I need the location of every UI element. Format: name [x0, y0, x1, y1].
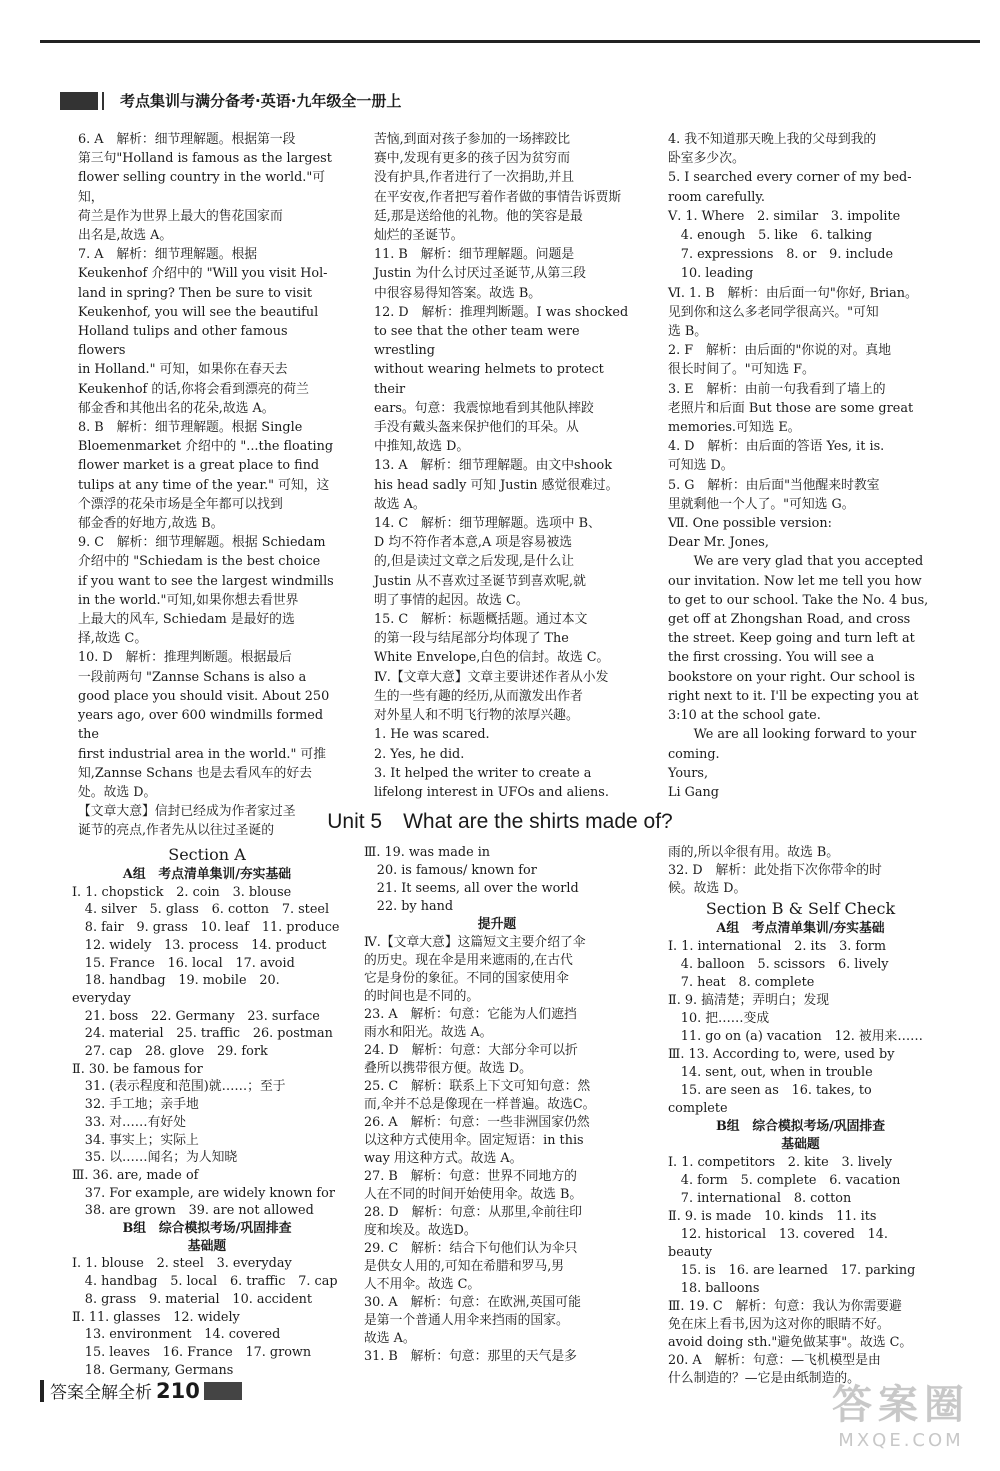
text-line: Keukenhof 介绍中的 "Will you visit Hol- — [78, 266, 328, 282]
text-line: 1. He was scared. — [374, 727, 490, 743]
text-line: 什么制造的？—它是由纸制造的。 — [668, 1371, 860, 1386]
text-line: 可知选 D。 — [668, 458, 734, 474]
text-line: B组 综合模拟考场/巩固排查 — [122, 1221, 292, 1237]
text-line: 雨水和阳光。故选 A。 — [364, 1025, 493, 1040]
text-line: 上最大的风车, Schiedam 是最好的选 — [78, 612, 295, 628]
text-line: 21. boss 22. Germany 23. surface — [72, 1008, 320, 1024]
text-line: 33. 对……有好处 — [72, 1114, 186, 1130]
text-line: Ⅴ. 1. Where 2. similar 3. impolite — [668, 208, 901, 224]
text-line: 22. by hand — [364, 899, 454, 914]
text-line: room carefully. — [668, 189, 765, 205]
text-line: 24. D 解析：句意：大部分伞可以折 — [364, 1043, 578, 1058]
text-line: 4. D 解析：由后面的答语 Yes, it is. — [668, 439, 885, 455]
text-line: 14. sent, out, when in trouble — [668, 1065, 873, 1080]
text-line: Ⅰ. 1. international 2. its 3. form — [668, 939, 887, 954]
text-line: 6. A 解析：细节理解题。根据第一段 — [78, 132, 296, 147]
text-line: A组 考点清单集训/夯实基础 — [122, 867, 292, 882]
upper-column-2 — [374, 130, 630, 802]
text-line: 10. 把……变成 — [668, 1011, 770, 1026]
text-line: avoid doing sth."避免做某事"。故选 C。 — [668, 1335, 913, 1350]
footer-block-icon — [204, 1382, 242, 1400]
text-line: years ago, over 600 windmills formed the — [78, 708, 324, 743]
text-line: 21. It seems, all over the world — [364, 881, 579, 896]
lower-column-3 — [668, 844, 933, 1388]
text-line: Ⅲ. 36. are, made of — [72, 1167, 199, 1183]
text-line: 老照片和后面 But those are some great — [668, 400, 914, 416]
text-line: 生的一些有趣的经历,从而激发出作者 — [374, 688, 583, 704]
text-line: 12. D 解析：推理判断题。I was shocked — [374, 304, 629, 320]
text-line: 2. Yes, he did. — [374, 746, 465, 762]
text-line: 7. A 解析：细节理解题。根据 — [78, 247, 258, 263]
text-line: 32. 手工地；亲手地 — [72, 1097, 199, 1113]
text-line: 灿烂的圣诞节。 — [374, 228, 464, 244]
text-line: Ⅱ. 9. 搞清楚；弄明白；发现 — [668, 993, 830, 1008]
text-line: to get to our school. Take the No. 4 bus, — [668, 592, 929, 608]
text-line: 4. form 5. complete 6. vacation — [668, 1173, 901, 1188]
text-line: 选 B。 — [668, 324, 708, 340]
text-line: 郁金香的好地方,故选 B。 — [78, 516, 224, 532]
text-line: get off at Zhongshan Road, and cross — [668, 612, 911, 628]
text-line: Justin 为什么讨厌过圣诞节,从第三段 — [374, 266, 586, 282]
text-line: 赛中,发现有更多的孩子因为贫穷而 — [374, 151, 571, 167]
text-line: 4. handbag 5. local 6. traffic 7. cap — [72, 1274, 338, 1290]
text-line: 基础题 — [187, 1238, 227, 1254]
lower-column-2 — [364, 844, 630, 1366]
text-line: coming. — [668, 746, 720, 762]
footer-bar-icon — [40, 1380, 44, 1402]
text-line: 雨的,所以伞很有用。故选 B。 — [668, 845, 840, 860]
text-line: 27. cap 28. glove 29. fork — [72, 1044, 268, 1060]
book-title: 考点集训与满分备考·英语·九年级全一册上 — [120, 92, 402, 110]
page-footer — [40, 1378, 242, 1403]
text-line: 度和埃及。故选D。 — [364, 1223, 477, 1238]
text-line: A组 考点清单集训/夯实基础 — [716, 921, 885, 936]
text-line: 31. B 解析：句意：那里的天气是多 — [364, 1349, 577, 1364]
text-line: lifelong interest in UFOs and aliens. — [374, 784, 609, 800]
top-rule — [40, 40, 980, 43]
text-line: Keukenhof 的话,你将会看到漂亮的荷兰 — [78, 381, 309, 397]
text-line: Ⅱ. 30. be famous for — [72, 1061, 203, 1077]
text-line: 手没有戴头盔来保护他们的耳朵。从 — [374, 420, 579, 436]
text-line: if you want to see the largest windmills — [78, 573, 334, 589]
text-line: 人在不同的时间开始使用伞。故选 B。 — [364, 1187, 583, 1202]
text-line: 择,故选 C。 — [78, 631, 148, 647]
text-line: Ⅲ. 19. C 解析：句意：我认为你需要避 — [668, 1299, 902, 1314]
text-line: We are all looking forward to your — [668, 727, 917, 743]
text-line: 10. D 解析：推理判断题。根据最后 — [78, 650, 292, 666]
text-line: Ⅰ. 1. chopstick 2. coin 3. blouse — [72, 884, 292, 900]
text-line: 的时间也是不同的。 — [364, 989, 480, 1004]
text-line: 20. is famous/ known for — [364, 863, 537, 878]
text-line: 3. It helped the writer to create a — [374, 765, 592, 781]
text-line: 24. material 25. traffic 26. postman — [72, 1026, 333, 1042]
text-line: 5. I searched every corner of my bed- — [668, 170, 912, 186]
text-line: 31. (表示程度和范围)就……；至于 — [72, 1079, 286, 1095]
text-line: 一段前两句 "Zannse Schans is also a — [78, 669, 307, 685]
text-line: way 用这种方式。故选 A。 — [364, 1151, 523, 1166]
text-line: 明了事情的起因。故选 C。 — [374, 592, 529, 608]
text-line: 荷兰是作为世界上最大的售花国家而 — [78, 208, 283, 224]
text-line: 32. D 解析：此处指下次你带伞的时 — [668, 863, 882, 878]
text-line: Ⅲ. 13. According to, were, used by — [668, 1047, 895, 1062]
text-line: 对外星人和不明飞行物的浓厚兴趣。 — [374, 708, 579, 724]
text-line: 中推知,故选 D。 — [374, 439, 470, 455]
text-line: 4. silver 5. glass 6. cotton 7. steel — [72, 902, 330, 918]
text-line: our invitation. Now let me tell you how — [668, 573, 922, 589]
text-line: 7. heat 8. complete — [668, 975, 815, 990]
running-header — [60, 90, 401, 111]
text-line: We are very glad that you accepted — [668, 554, 924, 570]
text-line: Li Gang — [668, 784, 719, 800]
footer-label: 答案全解全析 — [50, 1383, 152, 1403]
text-line: 免在床上看书,因为这对你的眼睛不好。 — [668, 1317, 890, 1332]
text-line: 5. G 解析：由后面"当他醒来时教室 — [668, 477, 880, 493]
text-line: 提升题 — [477, 917, 517, 932]
text-line: 苦恼,到面对孩子参加的一场摔跤比 — [374, 132, 571, 147]
text-line: 廷,那是送给他的礼物。他的笑容是最 — [374, 208, 583, 224]
text-line: 在平安夜,作者把写着作者做的事情告诉贾斯 — [374, 189, 622, 205]
text-line: 18. balloons — [668, 1281, 760, 1296]
page-number: 210 — [156, 1378, 200, 1403]
text-line: 35. 以……闻名；为人知晓 — [72, 1150, 238, 1166]
text-line: bookstore on your right. Our school is — [668, 669, 915, 685]
text-line: 卧室多少次。 — [668, 151, 745, 167]
lower-column-1 — [72, 844, 342, 1379]
text-line: right next to it. I'll be expecting you at — [668, 688, 919, 704]
text-line: 见到你和这么多老同学很高兴。"可知 — [668, 304, 879, 320]
text-line: without wearing helmets to protect their — [374, 362, 604, 397]
text-line: 个漂浮的花朵市场是全年都可以找到 — [78, 496, 283, 512]
text-line: Yours, — [668, 765, 709, 781]
text-line: 38. are grown 39. are not allowed — [72, 1203, 314, 1219]
text-line: Ⅲ. 19. was made in — [364, 845, 491, 860]
text-line: 没有护具,作者进行了一次捐助,并且 — [374, 170, 575, 186]
text-line: 以这种方式使用伞。固定短语：in this — [364, 1133, 584, 1148]
text-line: 14. C 解析：细节理解题。选项中 B、 — [374, 516, 601, 532]
text-line: Justin 从不喜欢过圣诞节到喜欢呢,就 — [374, 573, 586, 589]
text-line: 12. historical 13. covered 14. beauty — [668, 1227, 888, 1260]
text-line: 很长时间了。"可知选 F。 — [668, 362, 815, 378]
site-watermark — [832, 1373, 970, 1451]
text-line: 而,伞并不总是像现在一样普遍。故选C。 — [364, 1097, 596, 1112]
upper-column-3 — [668, 130, 933, 802]
text-line: 11. B 解析：细节理解题。问题是 — [374, 247, 575, 263]
text-line: 8. grass 9. material 10. accident — [72, 1291, 313, 1307]
text-line: 2. F 解析：由后面的"你说的对。真地 — [668, 343, 891, 359]
text-line: flower selling country in the world."可知， — [78, 170, 326, 205]
text-line: in the world."可知,如果你想去看世界 — [78, 592, 299, 608]
text-line: 它是身份的象征。不同的国家使用伞 — [364, 971, 569, 986]
text-line: Bloemenmarket 介绍中的 "...the floating — [78, 439, 334, 455]
text-line: to see that the other team were wrestling — [374, 324, 580, 359]
text-line: Ⅱ. 11. glasses 12. widely — [72, 1309, 240, 1325]
text-line: Section B & Self Check — [705, 899, 896, 918]
upper-column-1 — [78, 130, 336, 841]
text-line: Ⅵ. 1. B 解析：由后面一句"你好, Brian。 — [668, 285, 918, 301]
text-line: 29. C 解析：结合下句他们认为伞只 — [364, 1241, 578, 1256]
text-line: 30. A 解析：句意：在欧洲,英国可能 — [364, 1295, 581, 1310]
text-line: in Holland." 可知，如果你在春天去 — [78, 362, 288, 378]
text-line: 9. C 解析：细节理解题。根据 Schiedam — [78, 535, 326, 551]
text-line: his head sadly 可知 Justin 感觉很难过。 — [374, 477, 619, 493]
text-line: 34. 事实上；实际上 — [72, 1132, 199, 1148]
text-line: first industrial area in the world." 可推 — [78, 746, 327, 762]
text-line: 18. Germany, Germans — [72, 1362, 234, 1378]
text-line: Ⅳ.【文章大意】这篇短文主要介绍了伞 — [364, 935, 586, 950]
text-line: 8. B 解析：细节理解题。根据 Single — [78, 420, 303, 436]
text-line: 叠所以携带很方便。故选 D。 — [364, 1061, 532, 1076]
text-line: 25. C 解析：联系上下文可知句意：然 — [364, 1079, 591, 1094]
text-line: 15. C 解析：标题概括题。通过本文 — [374, 612, 588, 628]
text-line: 28. D 解析：句意：从那里,伞前往印 — [364, 1205, 582, 1220]
text-line: 37. For example, are widely known for — [72, 1185, 335, 1201]
text-line: 20. A 解析：句意：—飞机模型是由 — [668, 1353, 881, 1368]
text-line: 的第一段与结尾部分均体现了 The — [374, 631, 569, 647]
text-line: 13. A 解析：细节理解题。由文中shook — [374, 458, 612, 474]
text-line: 处。故选 D。 — [78, 784, 157, 800]
text-line: 11. go on (a) vacation 12. 被用来…… — [668, 1029, 923, 1044]
text-line: 15. is 16. are learned 17. parking — [668, 1263, 916, 1278]
text-line: D 均不符作者本意,A 项是容易被选 — [374, 535, 573, 551]
text-line: 是供女人用的,可知在希腊和罗马,男 — [364, 1259, 565, 1274]
text-line: 的历史。现在伞是用来遮雨的,在古代 — [364, 953, 573, 968]
unit-title: Unit 5 What are the shirts made of? — [327, 810, 673, 833]
text-line: 故选 A。 — [364, 1331, 416, 1346]
text-line: 23. A 解析：句意：它能为人们遮挡 — [364, 1007, 577, 1022]
text-line: 15. are seen as 16. takes, to complete — [668, 1083, 872, 1116]
text-line: B组 综合模拟考场/巩固排查 — [715, 1119, 886, 1134]
text-line: Ⅶ. One possible version: — [668, 516, 832, 532]
text-line: 8. fair 9. grass 10. leaf 11. produce — [72, 920, 340, 936]
text-line: Ⅳ.【文章大意】文章主要讲述作者从小发 — [374, 669, 609, 685]
text-line: 故选 A。 — [374, 496, 426, 512]
text-line: 18. handbag 19. mobile 20. everyday — [72, 973, 280, 1006]
text-line: 第三句"Holland is famous as the largest — [78, 151, 332, 167]
text-line: 15. leaves 16. France 17. grown — [72, 1344, 312, 1360]
text-line: Ⅱ. 9. is made 10. kinds 11. its — [668, 1209, 877, 1224]
text-line: 4. 我不知道那天晚上我的父母到我的 — [668, 132, 877, 147]
text-line: 郁金香和其他出名的花朵,故选 A。 — [78, 400, 275, 416]
text-line: 15. France 16. local 17. avoid — [72, 955, 295, 971]
text-line: 人不用伞。故选 C。 — [364, 1277, 481, 1292]
text-line: 介绍中的 "Schiedam is the best choice — [78, 554, 321, 570]
text-line: ears。句意：我震惊地看到其他队摔跤 — [374, 400, 594, 416]
text-line: land in spring? Then be sure to visit — [78, 285, 313, 301]
text-line: the street. Keep going and turn left at — [668, 631, 915, 647]
text-line: 的,但是读过文章之后发现,是什么让 — [374, 554, 575, 570]
text-line: 10. leading — [668, 266, 754, 282]
text-line: 知,Zannse Schans 也是去看风车的好去 — [78, 765, 312, 781]
text-line: 7. expressions 8. or 9. include — [668, 247, 894, 263]
text-line: 中很容易得知答案。故选 B。 — [374, 285, 542, 301]
text-line: 27. B 解析：句意：世界不同地方的 — [364, 1169, 577, 1184]
header-bars-icon — [102, 92, 110, 110]
text-line: Section A — [168, 845, 246, 864]
text-line: tulips at any time of the year." 可知，这 — [78, 477, 330, 493]
text-line: White Envelope,白色的信封。故选 C。 — [374, 650, 610, 666]
text-line: Ⅰ. 1. competitors 2. kite 3. lively — [668, 1155, 893, 1170]
text-line: 13. environment 14. covered — [72, 1327, 281, 1343]
text-line: 里就剩他一个人了。"可知选 G。 — [668, 496, 855, 512]
text-line: the first crossing. You will see a — [668, 650, 875, 666]
text-line: Holland tulips and other famous flowers — [78, 324, 288, 359]
text-line: good place you should visit. About 250 — [78, 688, 330, 704]
text-line: 3:10 at the school gate. — [668, 708, 821, 724]
text-line: 26. A 解析：句意：一些非洲国家仍然 — [364, 1115, 590, 1130]
text-line: Dear Mr. Jones, — [668, 535, 769, 551]
watermark-main: 答案圈 — [832, 1382, 970, 1428]
text-line: memories.可知选 E。 — [668, 420, 801, 436]
header-block-icon — [60, 92, 98, 110]
text-line: 7. international 8. cotton — [668, 1191, 852, 1206]
text-line: 4. balloon 5. scissors 6. lively — [668, 957, 889, 972]
text-line: 出名是,故选 A。 — [78, 228, 173, 244]
text-line: 基础题 — [781, 1137, 820, 1152]
text-line: flower market is a great place to find — [78, 458, 320, 474]
text-line: 候。故选 D。 — [668, 881, 747, 896]
watermark-sub: MXQE.COM — [838, 1430, 964, 1451]
text-line: 是第一个普通人用伞来挡雨的国家。 — [364, 1313, 569, 1328]
text-line: 3. E 解析：由前一句我看到了墙上的 — [668, 381, 886, 397]
text-line: Keukenhof, you will see the beautiful — [78, 304, 319, 320]
text-line: 【文章大意】信封已经成为作者家过圣 — [78, 804, 296, 820]
text-line: 12. widely 13. process 14. product — [72, 937, 327, 953]
text-line: 4. enough 5. like 6. talking — [668, 228, 873, 244]
text-line: Ⅰ. 1. blouse 2. steel 3. everyday — [72, 1256, 292, 1272]
text-line: 诞节的亮点,作者先从以往过圣诞的 — [78, 823, 275, 839]
